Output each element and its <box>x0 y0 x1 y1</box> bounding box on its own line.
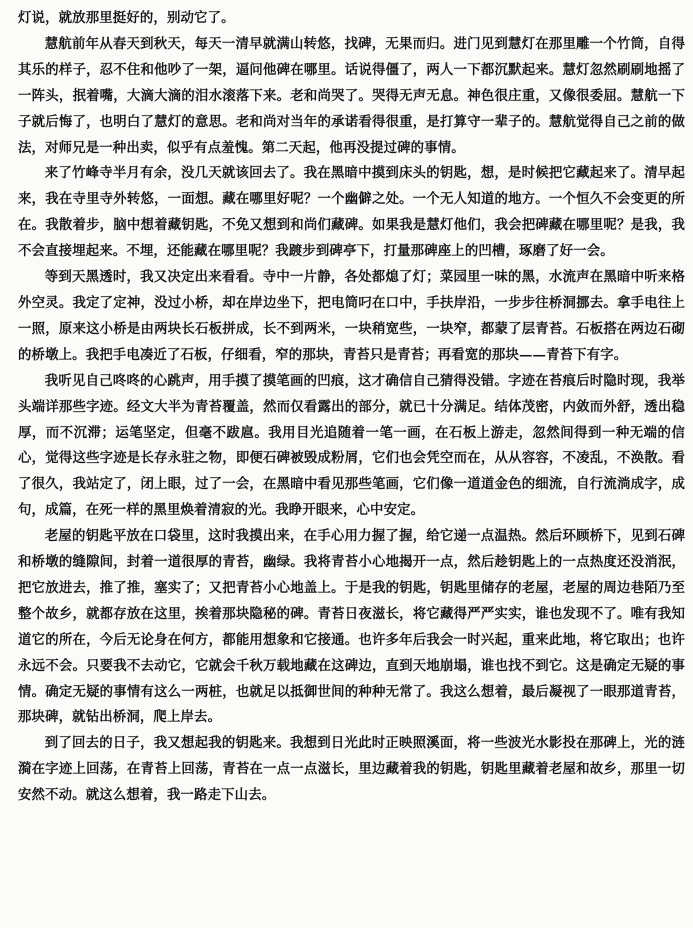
paragraph-7: 到了回去的日子，我又想起我的钥匙来。我想到日光此时正映照溪面，将一些波光水影投在那碑上，光的涟漪在字迹上回荡，在青苔上回荡，青苔在一点一点滋长，里边藏着我的钥匙，钥匙里藏着老屋和故乡，那里一切安然不动。就这么想着，我一路走下山去。 <box>18 735 685 804</box>
paragraph-4: 等到天黑透时，我又决定出来看看。寺中一片静，各处都熄了灯；菜园里一味的黑，水流声在黑暗中听来格外空灵。我定了定神，没过小桥，却在岸边坐下，把电筒叼在口中，手扶岸沿，一步步往桥洞挪去。拿手电往上一照，原来这小桥是由两块长石板拼成，长不到两米，一块稍宽些，一块窄，都蒙了层青苔。石板搭在两边石砌的桥墩上。我把手电凑近了石板，仔细看，窄的那块，青苔只是青苔；再看宽的那块——青苔下有字。 <box>18 269 685 363</box>
paragraph-5: 我听见自己咚咚的心跳声，用手摸了摸笔画的凹痕，这才确信自己猜得没错。字迹在苔痕后时隐时现，我举头端详那些字迹。经文大半为青苔覆盖，然而仅看露出的部分，就已十分满足。结体茂密，内敛而外舒，透出稳厚，而不沉滞；运笔坚定，但毫不跋扈。我用目光追随着一笔一画，在石板上游走，忽然间得到一种无端的信心，觉得这些字迹是长存永驻之物，即便石碑被毁成粉屑，它们也会凭空而在，从从容容，不凌乱，不涣散。看了很久，我站定了，闭上眼，过了一会，在黑暗中看见那些笔画，它们像一道道金色的细流，自行流淌成字，成句，成篇，在死一样的黑里焕着清寂的光。我睁开眼来，心中安定。 <box>18 372 685 519</box>
paragraph-6: 老屋的钥匙平放在口袋里，这时我摸出来，在手心用力握了握，给它递一点温热。然后环顾桥下，见到石碑和桥墩的缝隙间，封着一道很厚的青苔，幽绿。我将青苔小心地揭开一点，然后趁钥匙上的一点热度还没消泯，把它放进去，推了推，塞实了；又把青苔小心地盖上。于是我的钥匙，钥匙里储存的老屋，老屋的周边巷陌乃至整个故乡，就都存放在这里，挨着那块隐秘的碑。青苔日夜滋长，将它藏得严严实实，谁也发现不了。唯有我知道它的所在，今后无论身在何方，都能用想象和它接通。也许多年后我会一时兴起，重来此地，将它取出；也许永远不会。只要我不去动它，它就会千秋万载地藏在这碑边，直到天地崩塌，谁也找不到它。这是确定无疑的事情。确定无疑的事情有这么一两桩，也就足以抵御世间的种种无常了。我这么想着，最后凝视了一眼那道青苔，那块碑，就钻出桥洞，爬上岸去。 <box>18 528 685 726</box>
paragraph-1: 灯说，就放那里挺好的，别动它了。 <box>18 10 235 26</box>
paragraph-2: 慧航前年从春天到秋天，每天一清早就满山转悠，找碑，无果而归。进门见到慧灯在那里雕一个竹筒，自得其乐的样子，忍不住和他吵了一架，逼问他碑在哪里。话说得僵了，两人一下都沉默起来。慧灯忽然刷刷地摇了一阵头，抿着嘴，大滴大滴的泪水滚落下来。老和尚哭了。哭得无声无息。神色很庄重，又像很委屈。慧航一下子就后悔了，也明白了慧灯的意思。老和尚对当年的承诺看得很重，是打算守一辈子的。慧航觉得自己之前的做法，对师兄是一种出卖，似乎有点羞愧。第二天起，他再没提过碑的事情。 <box>18 35 685 156</box>
paragraph-3: 来了竹峰寺半月有余，没几天就该回去了。我在黑暗中摸到床头的钥匙，想，是时候把它藏起来了。清早起来，我在寺里寺外转悠，一面想。藏在哪里好呢？一个幽僻之处。一个无人知道的地方。一个恒久不会变更的所在。我散着步，脑中想着藏钥匙，不免又想到和尚们藏碑。如果我是慧灯他们，我会把碑藏在哪里呢？是我，我不会直接埋起来。不埋，还能藏在哪里呢？我踱步到碑亭下，打量那碑座上的凹槽，琢磨了好一会。 <box>18 165 685 260</box>
